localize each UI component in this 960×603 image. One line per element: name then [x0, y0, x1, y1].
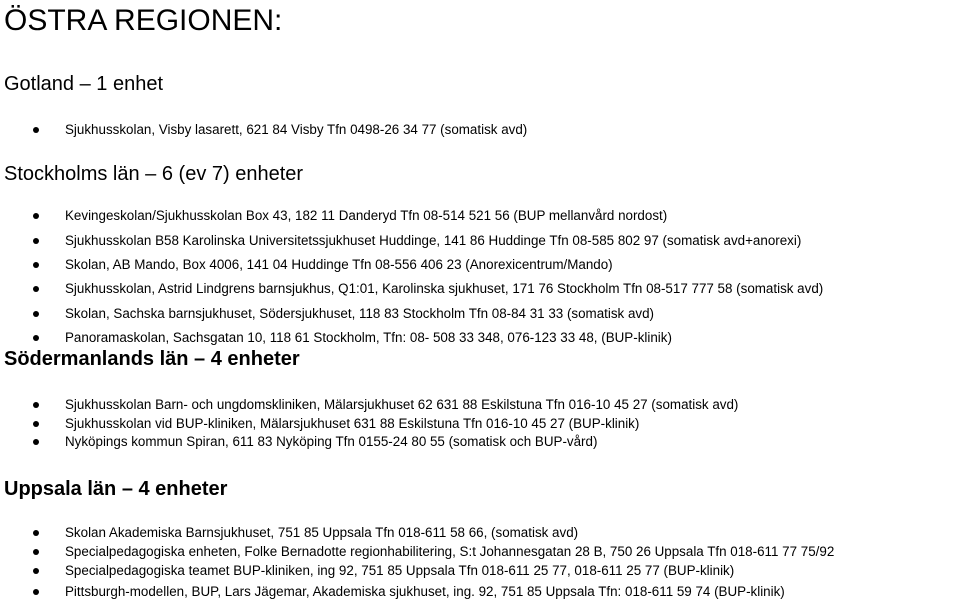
list-item-text: Pittsburgh-modellen, BUP, Lars Jägemar, Akademiska sjukhuset, ing. 92, 751 85 Uppsala Tfn: 018-611 59 74 (BUP-klinik)	[65, 584, 785, 599]
list-item-text: Skolan Akademiska Barnsjukhuset, 751 85 Uppsala Tfn 018-611 58 66, (somatisk avd)	[65, 525, 579, 540]
list-item-text: Sjukhusskolan Barn- och ungdomskliniken, Mälarsjukhuset 62 631 88 Eskilstuna Tfn 016-10 45 27 (somatisk avd)	[65, 397, 739, 412]
list-item-text: Skolan, Sachska barnsjukhuset, Södersjukhuset, 118 83 Stockholm Tfn 08-84 31 33 (somatisk avd)	[65, 306, 655, 321]
section-heading-gotland: Gotland – 1 enhet	[4, 73, 164, 95]
bullet-icon	[33, 421, 39, 427]
list-item-text: Kevingeskolan/Sjukhusskolan Box 43, 182 11 Danderyd Tfn 08-514 521 56 (BUP mellanvård nordost)	[65, 208, 668, 223]
list-item	[0, 523, 960, 543]
list-item-text: Specialpedagogiska teamet BUP-kliniken, ing 92, 751 85 Uppsala Tfn 018-611 25 77, 018-611 25 77 (BUP-klinik)	[65, 563, 735, 578]
bullet-icon	[33, 589, 39, 595]
list-item	[0, 304, 960, 324]
list-item-text: Sjukhusskolan vid BUP-kliniken, Mälarsjukhuset 631 88 Eskilstuna Tfn 016-10 45 27 (BUP-klinik)	[65, 416, 640, 431]
bullet-icon	[33, 213, 39, 219]
list-item	[0, 582, 960, 602]
list-item-text: Sjukhusskolan B58 Karolinska Universitetssjukhuset Huddinge, 141 86 Huddinge Tfn 08-585 802 97 (somatisk avd+anorexi)	[65, 233, 802, 248]
list-item	[0, 206, 960, 226]
list-item-text: Sjukhusskolan, Visby lasarett, 621 84 Visby Tfn 0498-26 34 77 (somatisk avd)	[65, 122, 528, 137]
list-item	[0, 120, 960, 140]
list-item	[0, 395, 960, 415]
list-item-text: Specialpedagogiska enheten, Folke Bernadotte regionhabilitering, S:t Johannesgatan 28 B, 750 26 Uppsala Tfn 018-611 77 75/92	[65, 544, 835, 559]
list-item	[0, 255, 960, 275]
section-heading-sodermanland: Södermanlands län – 4 enheter	[4, 348, 300, 370]
page-title: ÖSTRA REGIONEN:	[4, 4, 283, 37]
bullet-icon	[33, 530, 39, 536]
list-item-text: Skolan, AB Mando, Box 4006, 141 04 Huddinge Tfn 08-556 406 23 (Anorexicentrum/Mando)	[65, 257, 613, 272]
list-item-text: Panoramaskolan, Sachsgatan 10, 118 61 Stockholm, Tfn: 08- 508 33 348, 076-123 33 48, (BUP-klinik)	[65, 330, 672, 345]
bullet-icon	[33, 262, 39, 268]
list-item	[0, 279, 960, 299]
bullet-icon	[33, 127, 39, 133]
list-item-text: Nyköpings kommun Spiran, 611 83 Nyköping Tfn 0155-24 80 55 (somatisk och BUP-vård)	[65, 434, 598, 449]
section-heading-stockholm: Stockholms län – 6 (ev 7) enheter	[4, 163, 304, 185]
bullet-icon	[33, 238, 39, 244]
list-item	[0, 328, 960, 348]
list-item	[0, 542, 960, 562]
list-item-text: Sjukhusskolan, Astrid Lindgrens barnsjukhus, Q1:01, Karolinska sjukhuset, 171 76 Stockholm Tfn 08-517 777 58 (somatisk avd)	[65, 281, 824, 296]
bullet-icon	[33, 311, 39, 317]
bullet-icon	[33, 439, 39, 445]
bullet-icon	[33, 335, 39, 341]
list-item	[0, 561, 960, 581]
bullet-icon	[33, 286, 39, 292]
bullet-icon	[33, 402, 39, 408]
list-item	[0, 432, 960, 452]
bullet-icon	[33, 568, 39, 574]
section-heading-uppsala: Uppsala län – 4 enheter	[4, 478, 228, 500]
list-item	[0, 231, 960, 251]
list-item	[0, 414, 960, 434]
bullet-icon	[33, 549, 39, 555]
